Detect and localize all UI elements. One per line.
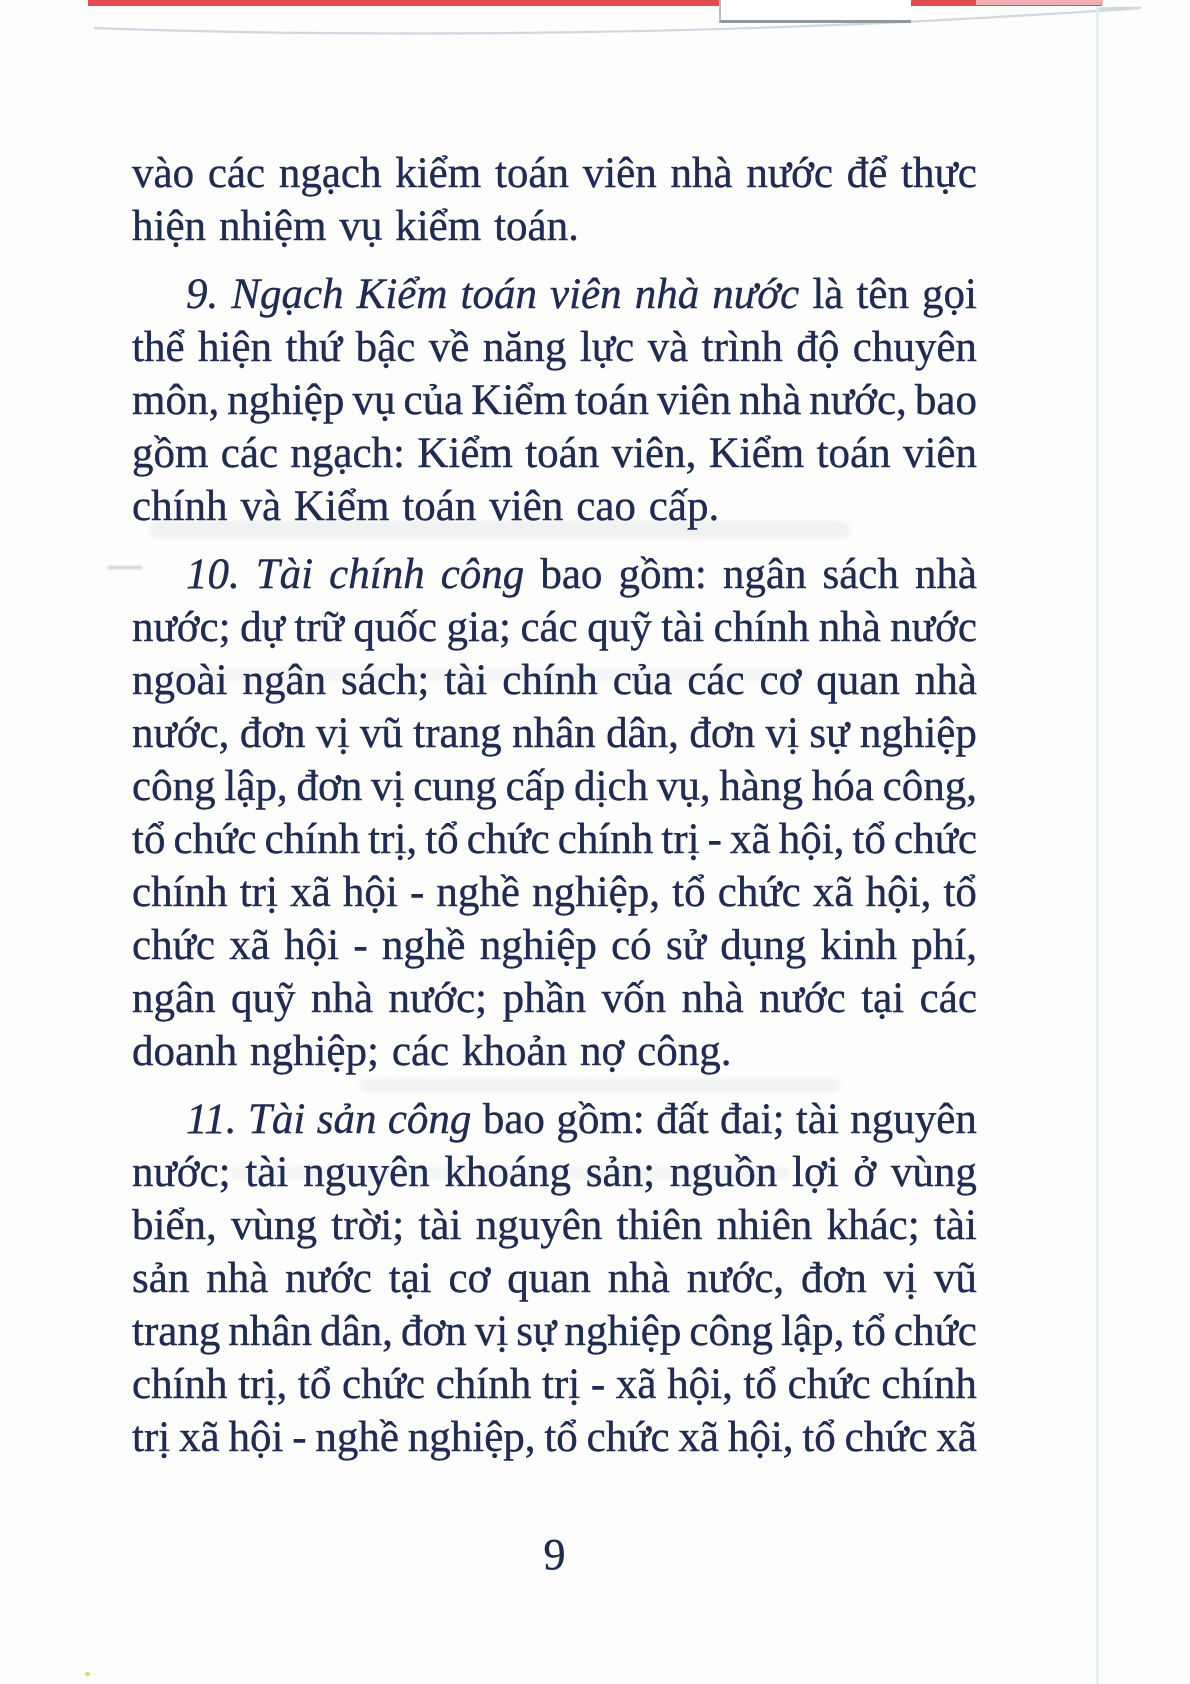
word: ngân <box>722 551 807 598</box>
word: nước <box>712 271 800 318</box>
word: nước, <box>686 1255 785 1302</box>
word: nước, <box>132 710 230 757</box>
scan-dot <box>85 1672 90 1676</box>
word: các <box>207 150 266 197</box>
word: chức <box>342 1361 426 1408</box>
word: công. <box>637 1028 732 1075</box>
word: viên <box>902 430 977 477</box>
word: sản <box>132 1255 190 1302</box>
word: các <box>687 657 745 704</box>
word: tại <box>861 975 905 1022</box>
word: nghiệp <box>227 377 345 424</box>
word: cấp. <box>648 483 720 530</box>
word: trị, <box>368 816 418 863</box>
word: sự <box>809 710 850 757</box>
word: khoản <box>462 1028 568 1075</box>
word: hội, <box>778 816 845 863</box>
word: đơn <box>296 763 363 810</box>
word: xã <box>179 1414 220 1461</box>
word: chức <box>717 869 801 916</box>
word: chính <box>329 551 425 598</box>
word: chức <box>893 1308 977 1355</box>
word: bao <box>914 377 977 424</box>
word: 9. <box>186 271 219 318</box>
word: Kiểm <box>708 430 805 477</box>
word: gọi <box>922 271 977 318</box>
text-block <box>132 147 977 1479</box>
word: tài <box>418 1202 462 1249</box>
word: nhà <box>739 377 802 424</box>
word: chính <box>435 1361 532 1408</box>
word: Kiểm <box>417 430 513 477</box>
word: kiểm <box>395 150 482 197</box>
text-line <box>132 548 977 601</box>
word: chuyên <box>852 324 977 371</box>
scan-edge-pink-bar <box>976 0 1103 5</box>
word: nghiệp <box>859 710 977 757</box>
word: sử <box>665 922 706 969</box>
word: của <box>403 377 464 424</box>
word: môn, <box>132 377 220 424</box>
word: tổ <box>425 816 459 863</box>
word: nghề <box>381 922 466 969</box>
word: nhà <box>670 150 733 197</box>
word: thực <box>901 150 977 197</box>
word: doanh <box>132 1028 238 1075</box>
scan-edge-red-bar <box>88 0 1102 6</box>
word: vào <box>132 150 195 197</box>
paragraph <box>132 548 977 1078</box>
word: cung <box>413 763 497 810</box>
word: chức <box>844 1414 928 1461</box>
word: vụ, <box>656 763 711 810</box>
word: vị <box>765 710 799 757</box>
word: xã <box>678 1414 720 1461</box>
word: ngân <box>242 657 327 704</box>
word: của <box>612 657 673 704</box>
word: nợ <box>580 1028 625 1075</box>
word: vùng <box>231 1202 318 1249</box>
word: chức <box>586 1414 670 1461</box>
word: chính <box>132 869 228 916</box>
word: xã <box>812 869 854 916</box>
word: công, <box>882 763 977 810</box>
word: tại <box>388 1255 432 1302</box>
word: viên <box>582 150 657 197</box>
word: toán <box>816 430 891 477</box>
word: công <box>689 1308 774 1355</box>
word: kiểm <box>395 203 482 250</box>
word: chính <box>264 816 361 863</box>
word: kinh <box>820 922 897 969</box>
text-line <box>132 1305 977 1358</box>
word: nhân <box>512 710 596 757</box>
text-line <box>132 374 977 427</box>
word: chức <box>173 816 257 863</box>
word: gồm: <box>556 1096 645 1143</box>
word: chính <box>132 1361 228 1408</box>
paragraph <box>132 147 977 253</box>
word: xã <box>615 1361 657 1408</box>
word: bao <box>482 1096 545 1143</box>
text-line <box>132 760 977 813</box>
word: dịch <box>574 763 649 810</box>
word: viên <box>657 377 732 424</box>
word: hội <box>228 1414 284 1461</box>
word: vị <box>315 710 350 757</box>
word: - <box>353 922 368 969</box>
text-line <box>132 1146 977 1199</box>
word: hiện <box>132 203 207 250</box>
word: hội, <box>667 1361 733 1408</box>
word: - <box>409 869 425 916</box>
word: trang <box>132 1308 221 1355</box>
word: nước; <box>132 1149 231 1196</box>
text-line <box>132 480 977 533</box>
word: thể <box>132 324 185 371</box>
text-line <box>132 1093 977 1146</box>
word: chức <box>132 922 215 969</box>
page-number: 9 <box>543 1530 566 1579</box>
word: trị <box>541 1361 581 1408</box>
word: viên <box>550 271 622 318</box>
text-line <box>132 813 977 866</box>
word: biển, <box>132 1202 217 1249</box>
word: độ <box>796 324 840 371</box>
paragraph <box>132 268 977 533</box>
word: nhiệm <box>218 203 327 250</box>
word: trị <box>661 816 700 863</box>
word: tổ <box>544 1414 578 1461</box>
word: gia; <box>446 604 511 651</box>
word: nước <box>759 975 846 1022</box>
word: công <box>440 551 525 598</box>
word: khoáng <box>444 1149 571 1196</box>
word: gồm: <box>618 551 707 598</box>
text-line <box>132 321 977 374</box>
text-line <box>132 1358 977 1411</box>
word: tổ <box>132 816 166 863</box>
word: nhà <box>206 1255 269 1302</box>
word: đơn <box>400 1308 467 1355</box>
word: nhân <box>228 1308 312 1355</box>
word: lực <box>579 324 635 371</box>
word: gồm <box>132 430 209 477</box>
word: trang <box>413 710 502 757</box>
text-line <box>132 654 977 707</box>
word: cơ <box>759 657 802 704</box>
word: trị, <box>238 1361 288 1408</box>
word: toán <box>574 377 649 424</box>
word: chính <box>132 483 228 530</box>
word: chức <box>466 816 550 863</box>
word: có <box>611 922 652 969</box>
word: nước <box>285 1255 372 1302</box>
word: tổ <box>743 1361 777 1408</box>
word: hiện <box>197 324 273 371</box>
word: trình <box>701 324 783 371</box>
word: lập, <box>224 763 288 810</box>
word: quốc <box>353 604 438 651</box>
word: vụ <box>352 377 396 424</box>
word: toán <box>460 271 537 318</box>
word: tổ <box>852 816 886 863</box>
word: nước <box>746 150 833 197</box>
word: hội, <box>865 869 932 916</box>
word: vị <box>370 763 405 810</box>
word: tổ <box>297 1361 332 1408</box>
paper-edge-line <box>0 0 1190 90</box>
word: đất <box>656 1096 709 1143</box>
text-line <box>132 200 977 253</box>
word: nhà <box>914 657 977 704</box>
word: nhà <box>681 975 744 1022</box>
word: dụng <box>720 922 807 969</box>
word: trị <box>239 869 278 916</box>
text-line <box>132 147 977 200</box>
word: nguyên <box>303 1149 430 1196</box>
text-line <box>132 268 977 321</box>
word: các <box>919 975 977 1022</box>
word: nghiệp <box>479 922 597 969</box>
text-line <box>132 1025 977 1078</box>
text-line <box>132 427 977 480</box>
word: Tài <box>255 551 314 598</box>
text-line <box>132 1199 977 1252</box>
word: ngạch <box>278 150 382 197</box>
word: hóa <box>811 763 874 810</box>
word: nghề <box>436 869 521 916</box>
word: ở <box>853 1149 877 1196</box>
word: Kiểm <box>293 483 390 530</box>
word: thiên <box>616 1202 703 1249</box>
word: ngân <box>132 975 216 1022</box>
word: khác; <box>826 1202 920 1249</box>
word: vũ <box>359 710 403 757</box>
word: toán <box>525 430 600 477</box>
word: chính <box>502 657 598 704</box>
word: đơn <box>689 710 756 757</box>
word: tên <box>856 271 909 318</box>
word: hội <box>284 922 340 969</box>
word: dân, <box>320 1308 393 1355</box>
word: sản; <box>585 1149 656 1196</box>
word: nhà <box>914 551 977 598</box>
text-line <box>132 1252 977 1305</box>
word: cấp <box>505 763 566 810</box>
word: chính <box>881 1361 977 1408</box>
word: là <box>812 271 844 318</box>
word: Ngạch <box>231 271 344 318</box>
word: viên <box>489 483 564 530</box>
word: nhà <box>607 1255 670 1302</box>
word: dân, <box>606 710 679 757</box>
word: dự <box>240 604 285 651</box>
word: năng <box>482 324 567 371</box>
word: cơ <box>448 1255 491 1302</box>
word: ngoài <box>132 657 228 704</box>
word: sách; <box>341 657 430 704</box>
word: sự <box>516 1308 557 1355</box>
word: tổ <box>672 869 706 916</box>
word: tài <box>933 1202 977 1249</box>
word: tài <box>444 657 488 704</box>
word: công <box>387 1096 472 1143</box>
word: trời; <box>331 1202 405 1249</box>
word: tổ <box>852 1308 886 1355</box>
word: 11. <box>186 1096 237 1143</box>
word: quan <box>816 657 900 704</box>
word: và <box>647 324 689 371</box>
word: toán <box>494 150 569 197</box>
text-line <box>132 707 977 760</box>
word: công <box>132 763 216 810</box>
word: vũ <box>933 1255 977 1302</box>
word: sản <box>316 1096 377 1143</box>
word: phí, <box>911 922 977 969</box>
word: xã <box>290 869 331 916</box>
word: trữ <box>294 604 344 651</box>
word: và <box>240 483 282 530</box>
word: chính <box>557 816 654 863</box>
word: các <box>520 604 578 651</box>
text-line <box>132 972 977 1025</box>
word: vị <box>883 1255 918 1302</box>
word: vốn <box>601 975 667 1022</box>
text-line <box>132 866 977 919</box>
text-line <box>132 1411 977 1464</box>
scan-notch <box>719 0 911 23</box>
word: đơn <box>800 1255 867 1302</box>
word: toán <box>402 483 477 530</box>
word: - <box>707 816 722 863</box>
word: nghiệp <box>564 1308 682 1355</box>
word: nhà <box>311 975 374 1022</box>
word: đơn <box>239 710 306 757</box>
word: chức <box>787 1361 871 1408</box>
word: các <box>220 430 279 477</box>
word: vụ <box>339 203 383 250</box>
word: - <box>590 1361 606 1408</box>
word: về <box>428 324 470 371</box>
word: ngạch: <box>290 430 405 477</box>
word: bao <box>540 551 603 598</box>
word: nguồn <box>669 1149 778 1196</box>
word: quỹ <box>231 975 296 1022</box>
word: nhiên <box>716 1202 813 1249</box>
text-line <box>132 919 977 972</box>
word: nghề <box>315 1414 399 1461</box>
word: phần <box>502 975 587 1022</box>
word: các <box>391 1028 450 1075</box>
word: chính <box>713 604 810 651</box>
word: nước <box>890 604 977 651</box>
word: 10. <box>186 551 240 598</box>
word: cao <box>576 483 636 530</box>
word: hàng <box>719 763 803 810</box>
word: xã <box>936 1414 977 1461</box>
word: xã <box>730 816 771 863</box>
word: nước, <box>809 377 907 424</box>
word: Kiểm <box>356 271 448 318</box>
word: lợi <box>792 1149 839 1196</box>
word: tài <box>245 1149 289 1196</box>
word: - <box>292 1414 307 1461</box>
word: Kiểm <box>471 377 567 424</box>
word: xã <box>229 922 270 969</box>
word: bậc <box>355 324 416 371</box>
word: trị <box>132 1414 171 1461</box>
word: tổ <box>943 869 977 916</box>
word: Tài <box>247 1096 306 1143</box>
word: quỹ <box>587 604 652 651</box>
word: để <box>846 150 888 197</box>
word: hội, <box>727 1414 794 1461</box>
word: sách <box>822 551 899 598</box>
word: nghiệp, <box>407 1414 536 1461</box>
word: tài <box>661 604 705 651</box>
word: nhà <box>818 604 881 651</box>
word: lập, <box>781 1308 845 1355</box>
word: toán. <box>494 203 579 250</box>
word: viên, <box>611 430 697 477</box>
word: nguyên <box>475 1202 603 1249</box>
word: nghiệp, <box>532 869 660 916</box>
word: thứ <box>285 324 343 371</box>
word: nhà <box>634 271 700 318</box>
word: vùng <box>890 1149 977 1196</box>
word: quan <box>507 1255 591 1302</box>
paragraph <box>132 1093 977 1464</box>
word: đai; <box>720 1096 785 1143</box>
word: nước; <box>388 975 488 1022</box>
word: nguyên <box>850 1096 977 1143</box>
word: tài <box>795 1096 839 1143</box>
word: chức <box>893 816 977 863</box>
text-line <box>132 601 977 654</box>
word: nghiệp; <box>249 1028 379 1075</box>
word: hội <box>342 869 398 916</box>
word: tổ <box>802 1414 836 1461</box>
scan-streak-line <box>1096 4 1099 1684</box>
word: nước; <box>132 604 231 651</box>
word: vị <box>474 1308 509 1355</box>
